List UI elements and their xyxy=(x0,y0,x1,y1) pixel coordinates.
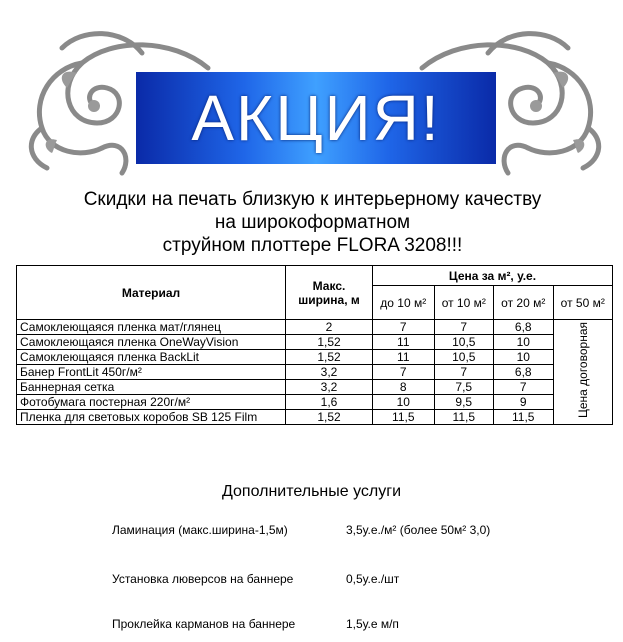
headline-line-2: на широкоформатном xyxy=(214,212,411,233)
banner-title: АКЦИЯ! xyxy=(191,82,441,154)
price-cell: 11,5 xyxy=(494,410,553,425)
promo-banner xyxy=(136,72,496,164)
table-row xyxy=(17,380,613,395)
service-price: 0,5у.е./шт xyxy=(346,572,400,586)
header-price: Цена за м², у.е. xyxy=(373,266,613,286)
header-material: Материал xyxy=(17,266,286,320)
material-cell: Самоклеющаяся пленка BackLit xyxy=(17,350,286,365)
price-cell: 7 xyxy=(434,320,493,335)
price-cell: 10,5 xyxy=(434,335,493,350)
table-row xyxy=(17,350,613,365)
material-cell: Пленка для световых коробов SB 125 Film xyxy=(17,410,286,425)
price-col-3: от 20 м² xyxy=(494,286,553,320)
negotiable-label: Цена договорная xyxy=(575,322,590,419)
width-cell: 1,52 xyxy=(286,350,373,365)
price-cell: 10 xyxy=(373,395,435,410)
material-cell: Фотобумага постерная 220г/м² xyxy=(17,395,286,410)
material-cell: Баннерная сетка xyxy=(17,380,286,395)
price-cell: 9,5 xyxy=(434,395,493,410)
price-cell: 6,8 xyxy=(494,320,553,335)
table-row xyxy=(17,335,613,350)
price-cell: 7 xyxy=(373,320,435,335)
material-cell: Банер FrontLit 450г/м² xyxy=(17,365,286,380)
price-cell: 7 xyxy=(434,365,493,380)
price-col-2: от 10 м² xyxy=(434,286,493,320)
width-cell: 3,2 xyxy=(286,365,373,380)
price-cell: 8 xyxy=(373,380,435,395)
price-cell: 7,5 xyxy=(434,380,493,395)
headline xyxy=(40,188,585,257)
headline-line-1: Скидки на печать близкую к интерьерному качеству xyxy=(83,189,542,210)
price-col-4: от 50 м² xyxy=(553,286,613,320)
price-cell: 11,5 xyxy=(434,410,493,425)
service-name: Проклейка карманов на баннере xyxy=(112,617,296,631)
table-row xyxy=(17,365,613,380)
table-row xyxy=(17,320,613,335)
price-table xyxy=(16,265,613,425)
width-cell: 1,52 xyxy=(286,335,373,350)
price-cell: 9 xyxy=(494,395,553,410)
width-cell: 1,52 xyxy=(286,410,373,425)
service-price: 3,5у.е./м² (более 50м² 3,0) xyxy=(346,523,491,537)
price-cell: 10 xyxy=(494,335,553,350)
negotiable-cell xyxy=(553,320,613,425)
price-cell: 7 xyxy=(494,380,553,395)
extras-title: Дополнительные услуги xyxy=(221,483,402,500)
width-cell: 2 xyxy=(286,320,373,335)
table-row xyxy=(17,410,613,425)
price-cell: 11 xyxy=(373,350,435,365)
price-cell: 6,8 xyxy=(494,365,553,380)
price-cell: 11 xyxy=(373,335,435,350)
width-cell: 3,2 xyxy=(286,380,373,395)
price-cell: 11,5 xyxy=(373,410,435,425)
table-row xyxy=(17,395,613,410)
headline-line-3: струйном плоттере FLORA 3208!!! xyxy=(162,235,463,256)
header-width: Макс. ширина, м xyxy=(286,266,373,320)
service-price: 1,5у.е м/п xyxy=(346,617,399,631)
material-cell: Самоклеющаяся пленка мат/глянец xyxy=(17,320,286,335)
material-cell: Самоклеющаяся пленка OneWayVision xyxy=(17,335,286,350)
service-name: Ламинация (макс.ширина-1,5м) xyxy=(112,523,288,537)
price-rows xyxy=(17,320,613,425)
price-cell: 10,5 xyxy=(434,350,493,365)
price-cell: 10 xyxy=(494,350,553,365)
service-name: Установка люверсов на баннере xyxy=(112,572,294,586)
price-cell: 7 xyxy=(373,365,435,380)
price-col-1: до 10 м² xyxy=(373,286,435,320)
width-cell: 1,6 xyxy=(286,395,373,410)
